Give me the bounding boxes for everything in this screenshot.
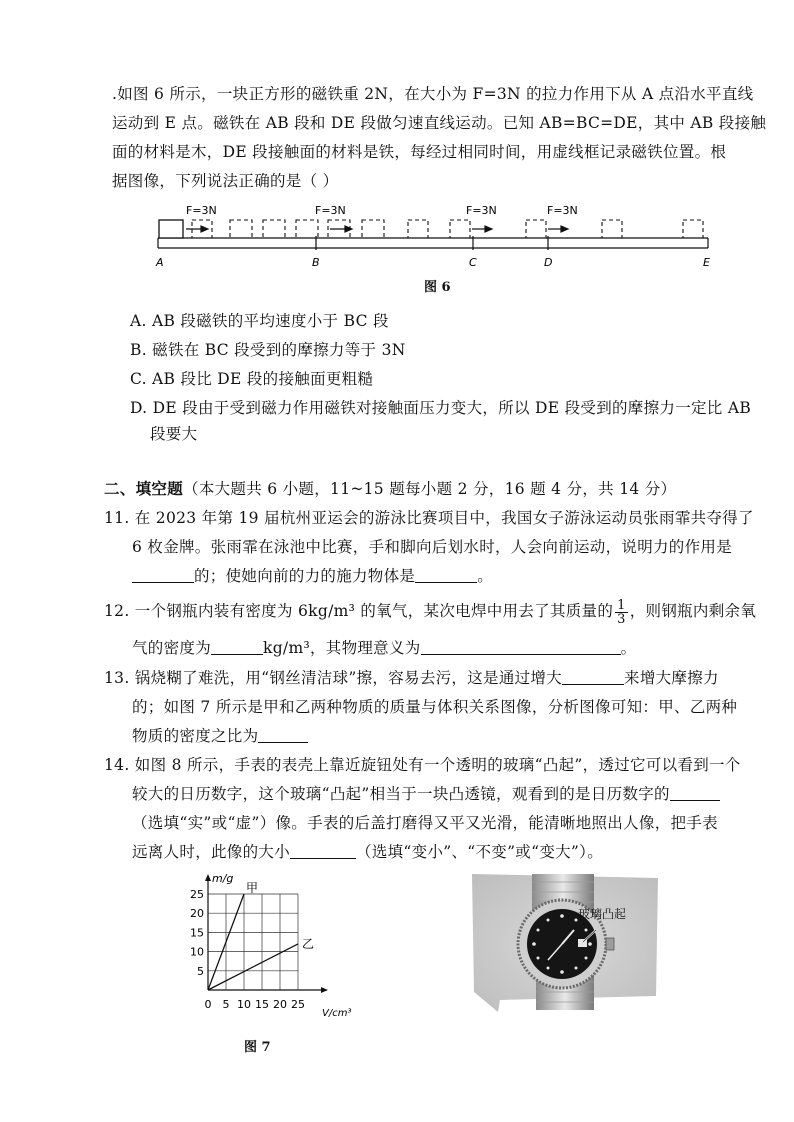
q12-text-e: 。 <box>620 639 637 657</box>
y-tick-label: 15 <box>190 926 204 940</box>
q11-blank-2[interactable] <box>415 564 477 583</box>
q13-blank-2[interactable] <box>258 724 308 743</box>
y-axis-arrow <box>205 874 211 881</box>
chart-xlabel: V/cm³ <box>322 1008 352 1019</box>
figure-7-caption: 图 7 <box>244 1040 271 1055</box>
q11-text-b: 。 <box>477 567 494 585</box>
series-label-jia: 甲 <box>246 881 259 895</box>
x-tick-label: 5 <box>222 998 230 1011</box>
q10-line4: 据图像，下列说法正确的是（ ） <box>112 172 339 190</box>
q11-line1: 11. 在 2023 年第 19 届杭州亚运会的游泳比赛项目中，我国女子游泳运动员张雨霏共夺得了 <box>104 509 754 527</box>
q14-line3: （选填“实”或“虚”）像。手表的后盖打磨得又平又光滑，能清晰地照出人像，把手表 <box>132 814 718 832</box>
q12-text-c: 气的密度为 <box>132 639 212 657</box>
chart-series <box>208 894 298 990</box>
force-label-3: F=3N <box>466 204 497 217</box>
q12-text-b: ，则钢瓶内剩余氧 <box>629 602 757 620</box>
q13-line1 <box>104 664 744 693</box>
q11-text-a: 的；使她向前的力的施力物体是 <box>194 567 416 585</box>
force-label-1: F=3N <box>186 204 217 217</box>
q13-blank-1[interactable] <box>562 666 624 685</box>
q14-blank-2[interactable] <box>290 840 356 859</box>
q14-text-c: （选填“变小”、“不变”或“变大”）。 <box>356 843 604 861</box>
y-tick-label: 25 <box>190 888 204 901</box>
q13-text-a: 13. 锅烧糊了难洗，用“钢丝清洁球”擦，容易去污，这是通过增大 <box>104 669 563 687</box>
y-tick-label: 5 <box>197 964 204 978</box>
x-tick-label: 20 <box>273 998 287 1011</box>
q12-line1 <box>104 597 757 627</box>
crown-knob <box>606 938 614 950</box>
q13-text-c: 物质的密度之比为 <box>132 727 259 745</box>
q12-blank-1[interactable] <box>211 636 263 655</box>
point-e: E <box>703 256 710 269</box>
q12-text-d: kg/m³，其物理意义为 <box>263 639 421 657</box>
point-d: D <box>544 256 553 269</box>
q14-line1: 14. 如图 8 所示，手表的表壳上靠近旋钮处有一个透明的玻璃“凸起”，透过它可以看到一个 <box>104 756 741 774</box>
x-tick-label: 15 <box>255 998 269 1011</box>
option-a: A. AB 段磁铁的平均速度小于 BC 段 <box>130 312 389 330</box>
q13-line2: 的；如图 7 所示是甲和乙两种物质的质量与体积关系图像，分析图像可知：甲、乙两种 <box>132 698 738 716</box>
q13-text-b: 来增大摩擦力 <box>624 669 719 687</box>
q10-line2: 运动到 E 点。磁铁在 AB 段和 DE 段做匀速直线运动。已知 AB=BC=DE，其中 AB 段接触 <box>112 114 767 132</box>
fraction-one-third <box>615 599 628 626</box>
x-tick-label: 0 <box>204 998 212 1011</box>
q14-line4 <box>132 838 772 867</box>
figure-7-chart <box>190 870 370 1030</box>
series-label-yi: 乙 <box>302 936 315 951</box>
section-2-note: （本大题共 6 小题，11~15 题每小题 2 分，16 题 4 分，共 14 分） <box>183 480 677 498</box>
q10-line1: .如图 6 所示，一块正方形的磁铁重 2N，在大小为 F=3N 的拉力作用下从 A 点沿水平直线 <box>112 85 754 103</box>
option-d-line1: D. DE 段由于受到磁力作用磁铁对接触面压力变大，所以 DE 段受到的摩擦力一定比 AB <box>130 399 752 417</box>
y-tick-label: 10 <box>190 945 204 959</box>
chart-axes <box>205 874 328 993</box>
x-tick-label: 10 <box>237 998 251 1011</box>
q12-text-a: 12. 一个钢瓶内装有密度为 6kg/m³ 的氧气，某次电焊中用去了其质量的 <box>104 602 614 620</box>
q14-line2 <box>132 780 772 809</box>
force-label-4: F=3N <box>547 204 578 217</box>
q12-blank-2[interactable] <box>421 636 621 655</box>
magnet-dashed-positions <box>192 220 703 238</box>
section-2-heading <box>104 474 744 504</box>
figure-6 <box>150 198 720 270</box>
y-tick-label: 20 <box>190 907 204 921</box>
q13-line3 <box>132 722 772 751</box>
force-label-2: F=3N <box>315 204 346 217</box>
force-arrows <box>186 226 568 232</box>
figure-6-caption: 图 6 <box>424 280 451 295</box>
q11-line3 <box>132 562 772 591</box>
chart-ylabel: m/g <box>212 872 234 885</box>
point-a: A <box>156 256 164 269</box>
section-2-title: 二、填空题 <box>104 479 184 498</box>
glass-bump-label: 玻璃凸起 <box>578 907 627 921</box>
point-c: C <box>469 256 477 269</box>
q12-line2 <box>132 634 772 663</box>
frac-den: 3 <box>617 611 626 627</box>
q11-blank-1[interactable] <box>132 564 194 583</box>
q14-text-a: 较大的日历数字，这个玻璃“凸起”相当于一块凸透镜，观看到的是日历数字的 <box>132 785 670 803</box>
series-line-yi <box>208 944 298 990</box>
x-axis-arrow <box>321 987 328 993</box>
frac-num: 1 <box>617 597 626 613</box>
option-d-line2: 段要大 <box>150 425 198 443</box>
option-c: C. AB 段比 DE 段的接触面更粗糙 <box>130 370 374 388</box>
q10-line3: 面的材料是木，DE 段接触面的材料是铁，每经过相同时间，用虚线框记录磁铁位置。根 <box>112 143 727 161</box>
option-b: B. 磁铁在 BC 段受到的摩擦力等于 3N <box>130 341 406 359</box>
q14-blank-1[interactable] <box>670 782 720 801</box>
q11-line2: 6 枚金牌。张雨霏在泳池中比赛，手和脚向后划水时，人会向前运动，说明力的作用是 <box>132 538 732 556</box>
figure-8-watch-photo <box>470 872 660 1014</box>
q14-text-b: 远离人时，此像的大小 <box>132 843 291 861</box>
x-tick-label: 25 <box>291 998 305 1011</box>
magnet-solid <box>159 220 183 238</box>
chart-grid <box>208 894 298 990</box>
point-b: B <box>312 256 320 269</box>
